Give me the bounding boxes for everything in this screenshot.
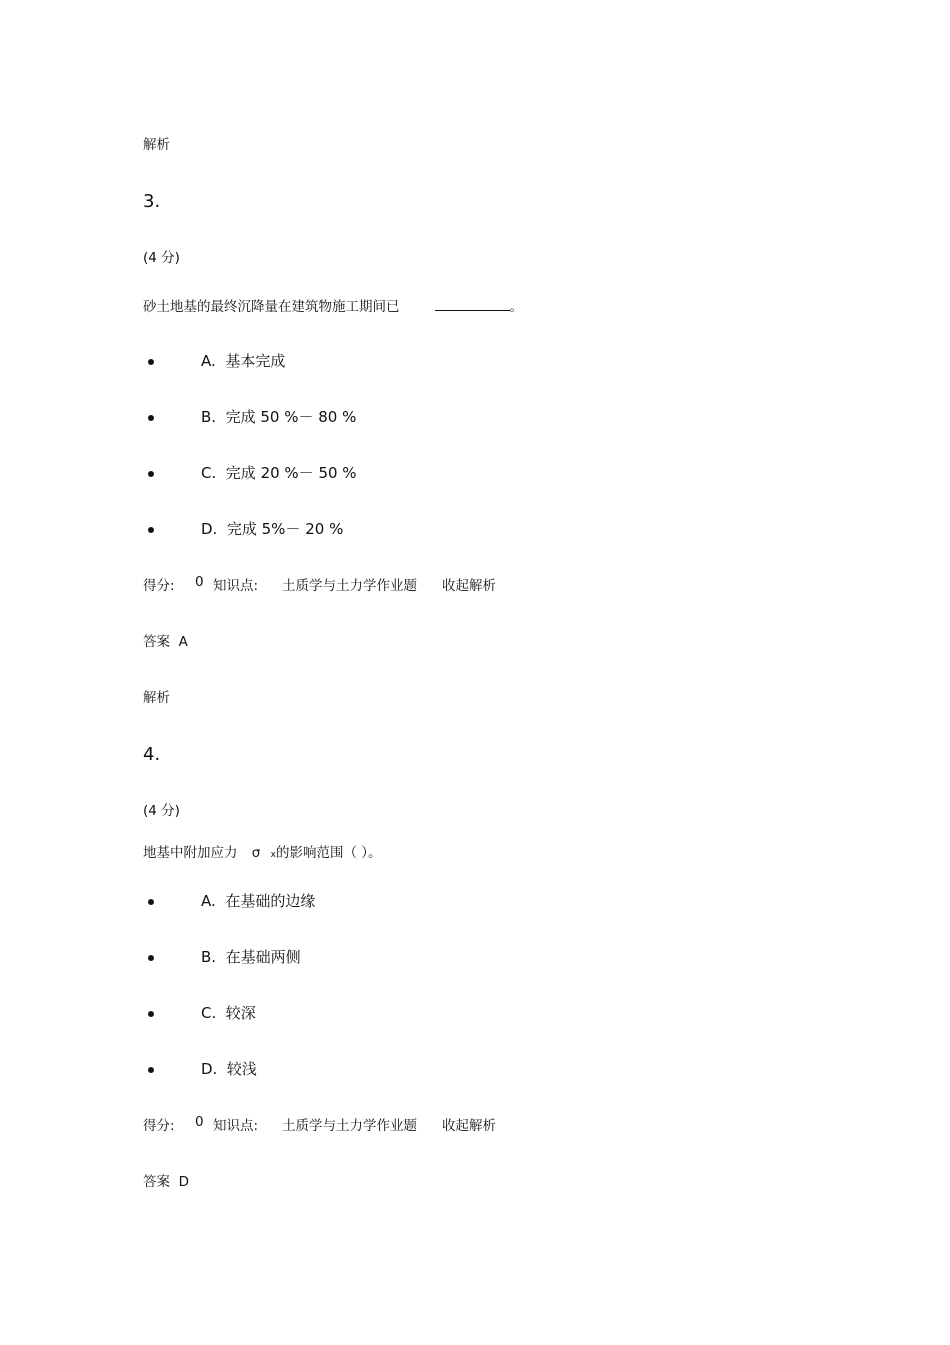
question-number: 4. (143, 744, 161, 765)
option-label: C. 完成 20 %－ 50 % (201, 464, 357, 482)
option-label: A. 在基础的边缘 (201, 892, 316, 910)
knowledge-point-label: 知识点: (213, 1118, 259, 1134)
answer-label: 答案 (143, 1174, 170, 1190)
score-value: 0 (195, 1114, 204, 1130)
answer-value: A (178, 634, 188, 650)
stem-subscript: x (270, 850, 276, 860)
stem-end: 。 (509, 299, 523, 315)
question-stem (143, 295, 523, 315)
collapse-analysis-link[interactable]: 收起解析 (442, 578, 496, 594)
knowledge-point-label: 知识点: (213, 578, 259, 594)
knowledge-point-value: 土质学与土力学作业题 (282, 1118, 417, 1134)
stem-text: 砂土地基的最终沉降量在建筑物施工期间已 (143, 299, 400, 315)
collapse-analysis-link[interactable]: 收起解析 (442, 1118, 496, 1134)
radio-bullet-icon[interactable] (148, 527, 154, 533)
score-label: 得分: (143, 578, 175, 594)
stem-text: 地基中附加应力 (143, 845, 238, 861)
radio-bullet-icon[interactable] (148, 1067, 154, 1073)
knowledge-point-value: 土质学与土力学作业题 (282, 578, 417, 594)
score-label: 得分: (143, 1118, 175, 1134)
answer-row (143, 630, 188, 650)
score-value: 0 (195, 574, 204, 590)
answer-value: D (178, 1174, 189, 1190)
radio-bullet-icon[interactable] (148, 899, 154, 905)
stem-text-end: 的影响范围（ ）。 (275, 845, 382, 861)
answer-blank (435, 298, 510, 311)
answer-row (143, 1170, 189, 1190)
option-label: B. 完成 50 %－ 80 % (201, 408, 357, 426)
stem-sigma: σ (251, 845, 261, 861)
analysis-label-top: 解析 (143, 137, 170, 153)
analysis-label: 解析 (143, 690, 170, 706)
question-stem (143, 841, 382, 861)
radio-bullet-icon[interactable] (148, 415, 154, 421)
answer-label: 答案 (143, 634, 170, 650)
option-label: B. 在基础两侧 (201, 948, 301, 966)
option-label: D. 较浅 (201, 1060, 257, 1078)
question-score: (4 分) (143, 250, 180, 266)
question-score: (4 分) (143, 803, 180, 819)
radio-bullet-icon[interactable] (148, 955, 154, 961)
question-number: 3. (143, 191, 161, 212)
radio-bullet-icon[interactable] (148, 359, 154, 365)
radio-bullet-icon[interactable] (148, 1011, 154, 1017)
option-label: C. 较深 (201, 1004, 256, 1022)
option-label: A. 基本完成 (201, 352, 286, 370)
option-label: D. 完成 5%－ 20 % (201, 520, 344, 538)
radio-bullet-icon[interactable] (148, 471, 154, 477)
